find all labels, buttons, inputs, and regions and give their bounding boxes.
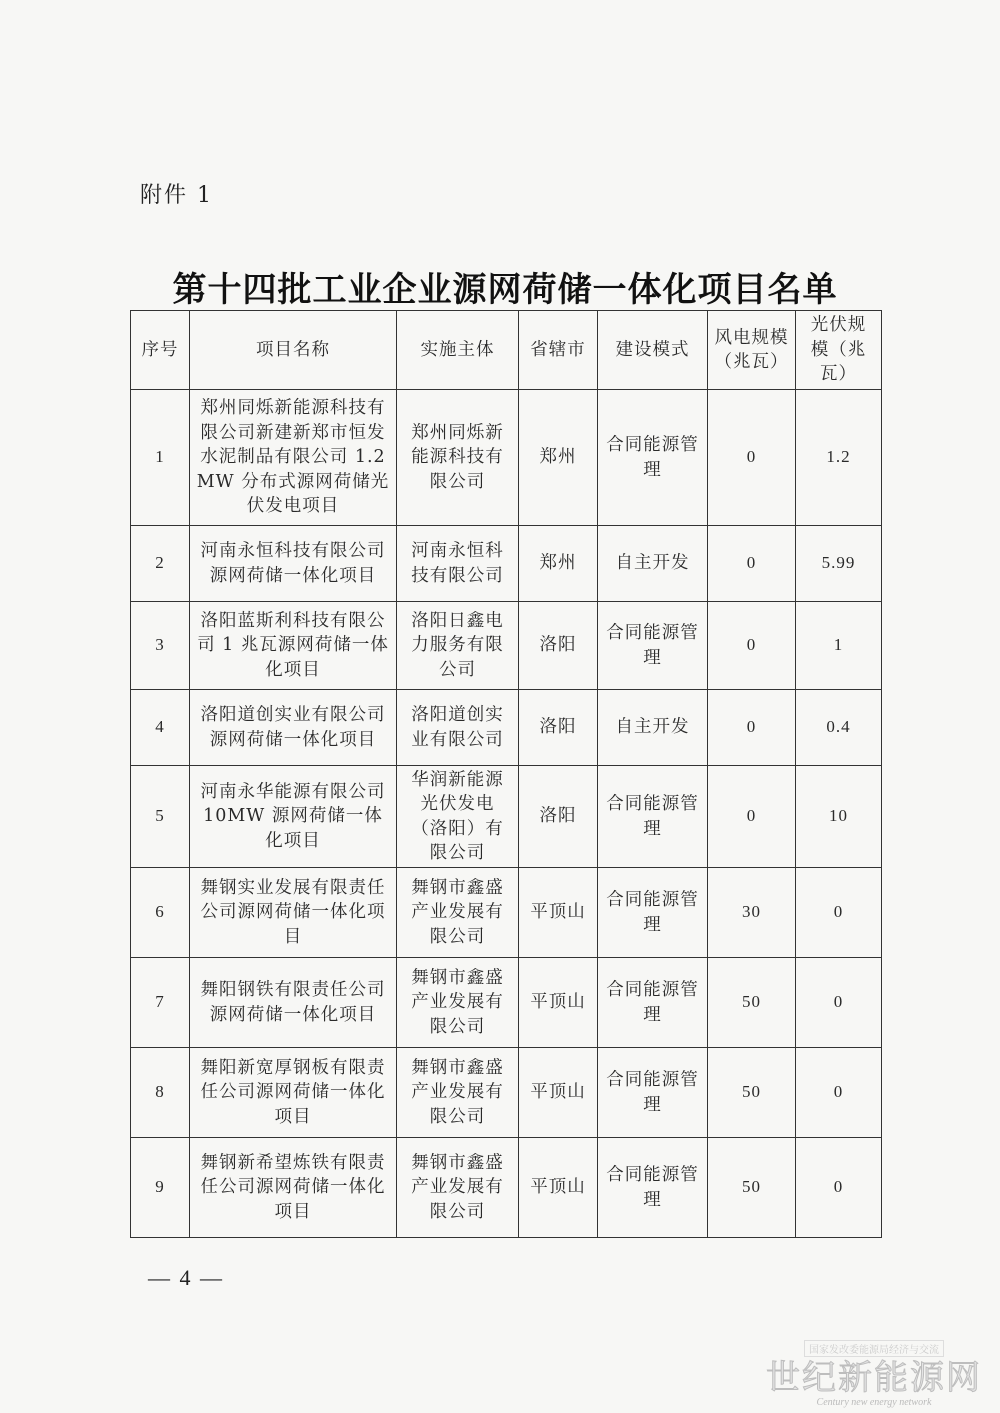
cell-city: 平顶山 [519, 1138, 598, 1238]
cell-index: 8 [131, 1048, 190, 1138]
cell-wind-capacity: 50 [708, 958, 796, 1048]
cell-wind-capacity: 0 [708, 390, 796, 526]
cell-wind-capacity: 0 [708, 526, 796, 602]
table-row [131, 958, 882, 1048]
cell-city: 郑州 [519, 390, 598, 526]
cell-entity: 舞钢市鑫盛产业发展有限公司 [397, 1048, 519, 1138]
cell-mode: 合同能源管理 [598, 766, 708, 868]
cell-mode: 合同能源管理 [598, 602, 708, 690]
table-row [131, 868, 882, 958]
cell-city: 平顶山 [519, 1048, 598, 1138]
watermark-english: Century new energy network [816, 1397, 932, 1408]
cell-index: 5 [131, 766, 190, 868]
cell-index: 4 [131, 690, 190, 766]
table-row [131, 1138, 882, 1238]
cell-entity: 河南永恒科技有限公司 [397, 526, 519, 602]
cell-index: 9 [131, 1138, 190, 1238]
cell-project-name: 洛阳蓝斯利科技有限公司 1 兆瓦源网荷储一体化项目 [190, 602, 397, 690]
cell-mode: 合同能源管理 [598, 958, 708, 1048]
cell-mode: 自主开发 [598, 690, 708, 766]
header-wind-capacity: 风电规模（兆瓦） [708, 311, 796, 390]
watermark-title: 世纪新能源网 [766, 1358, 982, 1398]
cell-pv-capacity: 0 [796, 958, 882, 1048]
cell-city: 洛阳 [519, 690, 598, 766]
cell-entity: 舞钢市鑫盛产业发展有限公司 [397, 1138, 519, 1238]
cell-mode: 合同能源管理 [598, 1138, 708, 1238]
header-index: 序号 [131, 311, 190, 390]
header-entity: 实施主体 [397, 311, 519, 390]
cell-wind-capacity: 30 [708, 868, 796, 958]
cell-wind-capacity: 50 [708, 1048, 796, 1138]
cell-project-name: 舞阳钢铁有限责任公司源网荷储一体化项目 [190, 958, 397, 1048]
table-row [131, 390, 882, 526]
cell-pv-capacity: 0 [796, 1138, 882, 1238]
table-row [131, 526, 882, 602]
cell-wind-capacity: 0 [708, 766, 796, 868]
cell-index: 3 [131, 602, 190, 690]
cell-mode: 自主开发 [598, 526, 708, 602]
cell-city: 郑州 [519, 526, 598, 602]
cell-project-name: 河南永恒科技有限公司源网荷储一体化项目 [190, 526, 397, 602]
cell-entity: 舞钢市鑫盛产业发展有限公司 [397, 868, 519, 958]
cell-entity: 舞钢市鑫盛产业发展有限公司 [397, 958, 519, 1048]
cell-project-name: 舞钢实业发展有限责任公司源网荷储一体化项目 [190, 868, 397, 958]
cell-entity: 郑州同烁新能源科技有限公司 [397, 390, 519, 526]
table-row [131, 766, 882, 868]
cell-entity: 洛阳日鑫电力服务有限公司 [397, 602, 519, 690]
cell-pv-capacity: 1.2 [796, 390, 882, 526]
cell-city: 洛阳 [519, 602, 598, 690]
cell-pv-capacity: 0 [796, 1048, 882, 1138]
cell-mode: 合同能源管理 [598, 868, 708, 958]
cell-city: 平顶山 [519, 868, 598, 958]
table-row [131, 690, 882, 766]
watermark-logo [764, 1338, 984, 1408]
cell-city: 平顶山 [519, 958, 598, 1048]
cell-index: 1 [131, 390, 190, 526]
table-row [131, 602, 882, 690]
cell-project-name: 舞阳新宽厚钢板有限责任公司源网荷储一体化项目 [190, 1048, 397, 1138]
header-mode: 建设模式 [598, 311, 708, 390]
cell-pv-capacity: 0.4 [796, 690, 882, 766]
cell-pv-capacity: 5.99 [796, 526, 882, 602]
cell-project-name: 舞钢新希望炼铁有限责任公司源网荷储一体化项目 [190, 1138, 397, 1238]
cell-pv-capacity: 10 [796, 766, 882, 868]
cell-project-name: 河南永华能源有限公司 10MW 源网荷储一体化项目 [190, 766, 397, 868]
cell-index: 7 [131, 958, 190, 1048]
cell-wind-capacity: 50 [708, 1138, 796, 1238]
watermark-caption: 国家发改委能源局经济与交流 [804, 1340, 944, 1357]
document-title: 第十四批工业企业源网荷储一体化项目名单 [172, 270, 838, 310]
table-body [131, 390, 882, 1238]
header-pv-capacity: 光伏规模（兆瓦） [796, 311, 882, 390]
cell-mode: 合同能源管理 [598, 1048, 708, 1138]
cell-entity: 华润新能源光伏发电（洛阳）有限公司 [397, 766, 519, 868]
attachment-label: 附件 1 [140, 183, 213, 208]
cell-mode: 合同能源管理 [598, 390, 708, 526]
cell-project-name: 郑州同烁新能源科技有限公司新建新郑市恒发水泥制品有限公司 1.2MW 分布式源网荷储光伏发电项目 [190, 390, 397, 526]
table-row [131, 1048, 882, 1138]
table-header-row [131, 311, 882, 390]
header-city: 省辖市 [519, 311, 598, 390]
cell-wind-capacity: 0 [708, 690, 796, 766]
page-number: — 4 — [148, 1265, 224, 1290]
project-table [130, 310, 882, 1238]
cell-index: 6 [131, 868, 190, 958]
cell-project-name: 洛阳道创实业有限公司源网荷储一体化项目 [190, 690, 397, 766]
cell-pv-capacity: 1 [796, 602, 882, 690]
cell-pv-capacity: 0 [796, 868, 882, 958]
cell-city: 洛阳 [519, 766, 598, 868]
cell-entity: 洛阳道创实业有限公司 [397, 690, 519, 766]
header-project-name: 项目名称 [190, 311, 397, 390]
cell-wind-capacity: 0 [708, 602, 796, 690]
cell-index: 2 [131, 526, 190, 602]
